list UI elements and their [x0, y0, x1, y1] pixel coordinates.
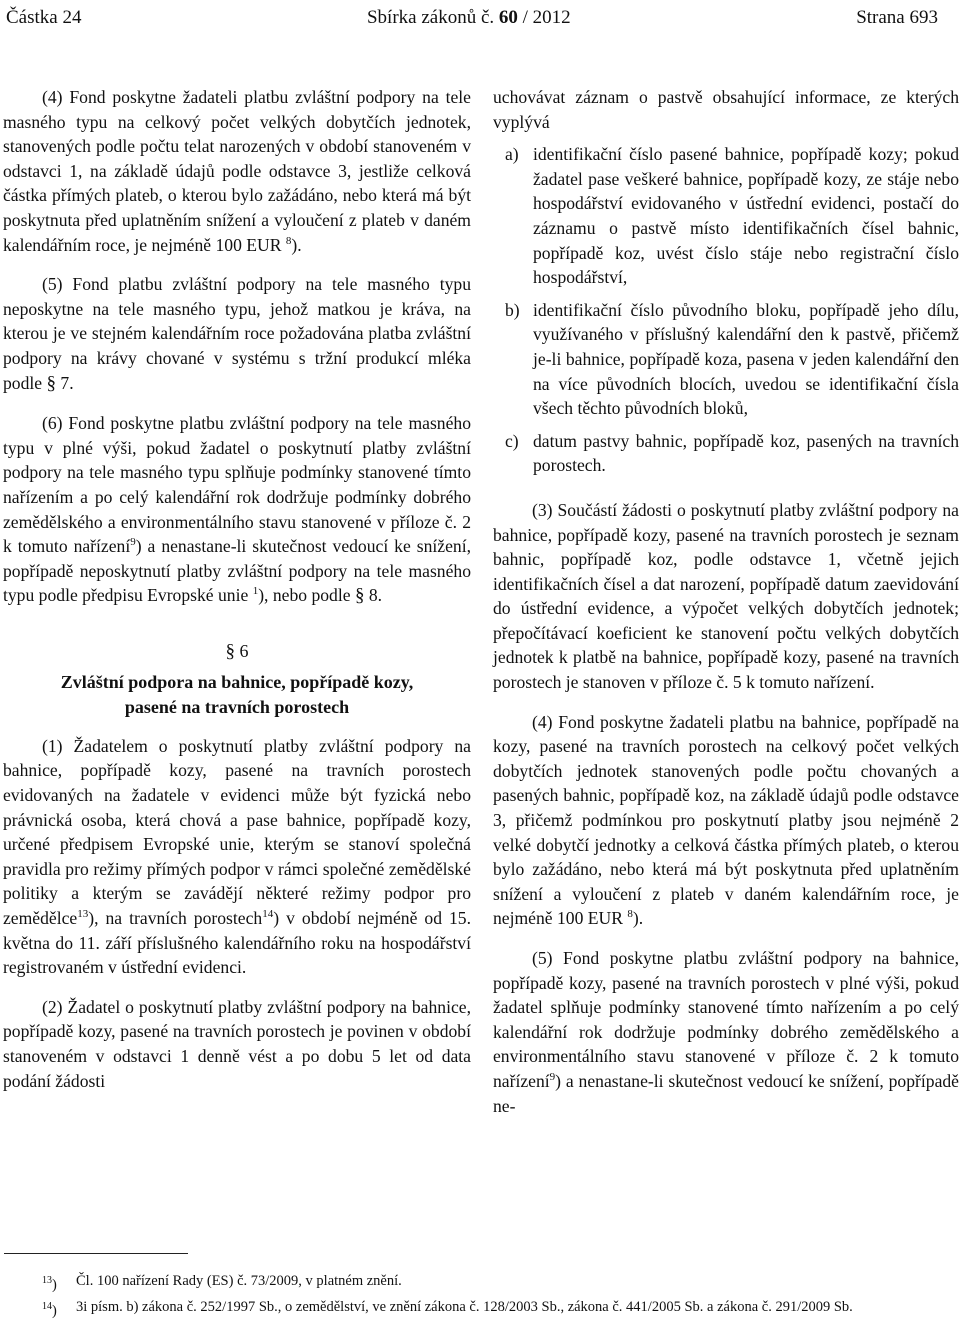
subsection-5: (5) Fond poskytne platbu zvláštní podpory na bahnice, popřípadě kozy, pasené na travních porostech v plné výši, pokud žadatel splňuje podmínky stanovené tímto nařízením a po celý kalendářní rok dodržuje podmínky dobrého zemědělského a environmentálního stavu stanovené v příloze č. 2 k tomuto nařízení$^9$) a nenastane-li skutečnost vedoucí ke snížení, popřípadě ne-: [493, 948, 959, 1116]
footnote-divider: [4, 1253, 188, 1254]
footnote-ref: 8: [285, 234, 292, 247]
footnote-mark: 14: [42, 1300, 52, 1312]
list-item: [493, 142, 959, 290]
footnote-ref: 13: [77, 908, 89, 921]
footnote-mark: 13: [42, 1275, 52, 1286]
section-sign-icon: §: [225, 640, 235, 662]
subsection-2-continued: uchovávat záznam o pastvě obsahující informace, ze kterých vyplývá: [493, 87, 959, 132]
header-issue: Částka 24: [6, 7, 82, 28]
header-page-number: Strana 693: [856, 7, 938, 28]
subsection-2: (2) Žadatel o poskytnutí platby zvláštní podpory na bahnice, popřípadě kozy, pasené na travních porostech je povinen v období stanoveném v odstavci 1 denně vést a po dobu 5 let od data podání žádosti: [3, 996, 471, 1091]
footnote-text: 3i písm. b) zákona č. 252/1997 Sb., o zemědělství, ve znění zákona č. 128/2003 Sb., zákona č. 441/2005 Sb. a zákona č. 291/2009 Sb.: [76, 1298, 853, 1315]
left-column: [3, 85, 471, 1093]
section-sign-icon: §: [354, 585, 365, 607]
section-title-line-2: pasené na travních porostech: [124, 696, 350, 717]
list-item-marker: b): [505, 299, 520, 320]
footnote-ref: 8: [627, 908, 633, 921]
footnote-ref: 9: [130, 536, 136, 549]
section-number: § 6: [225, 640, 249, 662]
record-items-list: [493, 142, 959, 478]
right-column: [493, 85, 959, 1118]
section-sign-icon: §: [46, 372, 56, 394]
list-item: [493, 429, 959, 478]
list-item: [493, 298, 959, 421]
footnote-14: $^{14}$) 3i písm. b) zákona č. 252/1997 Sb., o zemědělství, ve znění zákona č. 128/2003 Sb., zákona č. 441/2005 Sb. a zákona č. 291/2009 Sb.: [20, 1296, 960, 1322]
paragraph-4: (4) Fond poskytne žadateli platbu zvláštní podpory na tele masného typu na celkový počet velkých dobytčích jednotek, stanovených podle počtu telat narozených v období stanoveném v odstavci 1, na základě údajů podle odstavce 3, jestliže celková částka přímých plateb, o kterou bylo zažádáno, nebo která má být poskytnuta před uplatněním snížení a vyloučení z plateb v daném kalendářním roce, je nejméně 100 EUR $^8$).: [3, 87, 471, 255]
header-number: 60: [498, 7, 518, 28]
list-item-marker: c): [505, 430, 519, 451]
footnote-text: Čl. 100 nařízení Rady (ES) č. 73/2009, v platném znění.: [76, 1273, 402, 1289]
footnote-13: $^{13}$) Čl. 100 nařízení Rady (ES) č. 73/2009, v platném znění.: [20, 1270, 960, 1296]
footnote-ref: 14: [262, 908, 274, 921]
subsection-1: (1) Žadatelem o poskytnutí platby zvláštní podpory na bahnice, popřípadě kozy, pasené na travních porostech evidovaných na žadatele v evidenci může být fyzická nebo právnická osoba, která chová a pase bahnice, popřípadě kozy, určené předpisem Evropské unie, kterým se stanoví společná pravidla pro režimy přímých podpor v rámci společné zemědělské politiky a kterým se zavádějí některé režimy podpor pro zemědělce$^{13}$), na travních porostech$^{14}$) v období nejméně od 15. května do 11. září příslušného kalendářního roku na hospodářství registrovaném v ústřední evidenci.: [3, 735, 471, 978]
paragraph-5: (5) Fond platbu zvláštní podpory na tele masného typu neposkytne na tele masného typu, jehož matkou je kráva, na kterou je ve stejném kalendářním roce požadována platba zvláštní podpory na krávy chované v systému s tržní produkcí mléka podle § 7.: [3, 274, 471, 394]
section-heading: [3, 639, 471, 720]
footnotes: [20, 1270, 960, 1322]
subsection-3: (3) Součástí žádosti o poskytnutí platby zvláštní podpory na bahnice, popřípadě kozy, pasené na travních porostech je seznam bahnic, popřípadě koz, podle odstavce 1, včetně jejich identifikačních čísel a dat narození, popřípadě datum zaevidování do ústřední evidence, a výpočet velkých dobytčích jednotek; přepočítávací koeficient ke stanovení počtu velkých dobytčích jednotek k platbě na bahnice, popřípadě kozy, pasené na travních porostech je stanoven v příloze č. 5 k tomuto nařízení.: [493, 499, 959, 693]
footnote-ref: 1: [252, 585, 259, 598]
paragraph-6: (6) Fond poskytne platbu zvláštní podpory na tele masného typu v plné výši, pokud žadatel o poskytnutí platby zvláštní podpory na tele masného typu splňuje podmínky stanovené tímto nařízením a po celý kalendářní rok dodržuje podmínky dobrého zemědělského a environmentálního stavu stanovené v příloze č. 2 k tomuto nařízení$^9$) a nenastane-li skutečnost vedoucí ke snížení, popřípadě neposkytnutí platby zvláštní podpory na tele masného typu podle předpisu Evropské unie $^1$), nebo podle § 8.: [3, 413, 471, 607]
list-item-marker: a): [505, 144, 519, 165]
list-item-text: datum pastvy bahnic, popřípadě koz, pasených na travních porostech.: [533, 430, 959, 476]
list-item-text: identifikační číslo původního bloku, popřípadě jeho dílu, využívaného v příslušný kalendářní den k pastvě, přičemž je-li bahnice, popřípadě koza, pasena v jeden kalendářní den na více původních blocích, uvedou se identifikační čísla všech těchto původních bloků,: [533, 299, 959, 419]
section-title-line-1: Zvláštní podpora na bahnice, popřípadě kozy,: [60, 671, 414, 692]
list-item-text: identifikační číslo pasené bahnice, popřípadě kozy; pokud žadatel pase veškeré bahnice, popřípadě kozy, ze stáje nebo hospodářství evidovaného v ústřední evidenci, postačí do záznamu o pastvě místo identifikačních čísel bahnic, popřípadě koz, uvést číslo stáje nebo registrační číslo hospodářství,: [533, 144, 959, 288]
header-collection: Sbírka zákonů č. 60 / 2012: [366, 7, 571, 28]
footnote-ref: 9: [549, 1071, 556, 1084]
subsection-4: (4) Fond poskytne žadateli platbu na bahnice, popřípadě na kozy, pasené na travních porostech na celkový počet velkých dobytčích jednotek stanovených podle počtu chovaných a pasených bahnic, popřípadě koz, na základě údajů podle odstavce 3, přičemž podmínkou pro poskytnutí platby jsou nejméně 2 velké dobytčí jednotky a celková částka přímých plateb, o kterou bylo zažádáno, nebo která má být poskytnuta před uplatněním snížení a vyloučení z plateb v daném kalendářním roce, je nejméně 100 EUR $^8$).: [493, 711, 959, 929]
page-header: [6, 4, 938, 32]
